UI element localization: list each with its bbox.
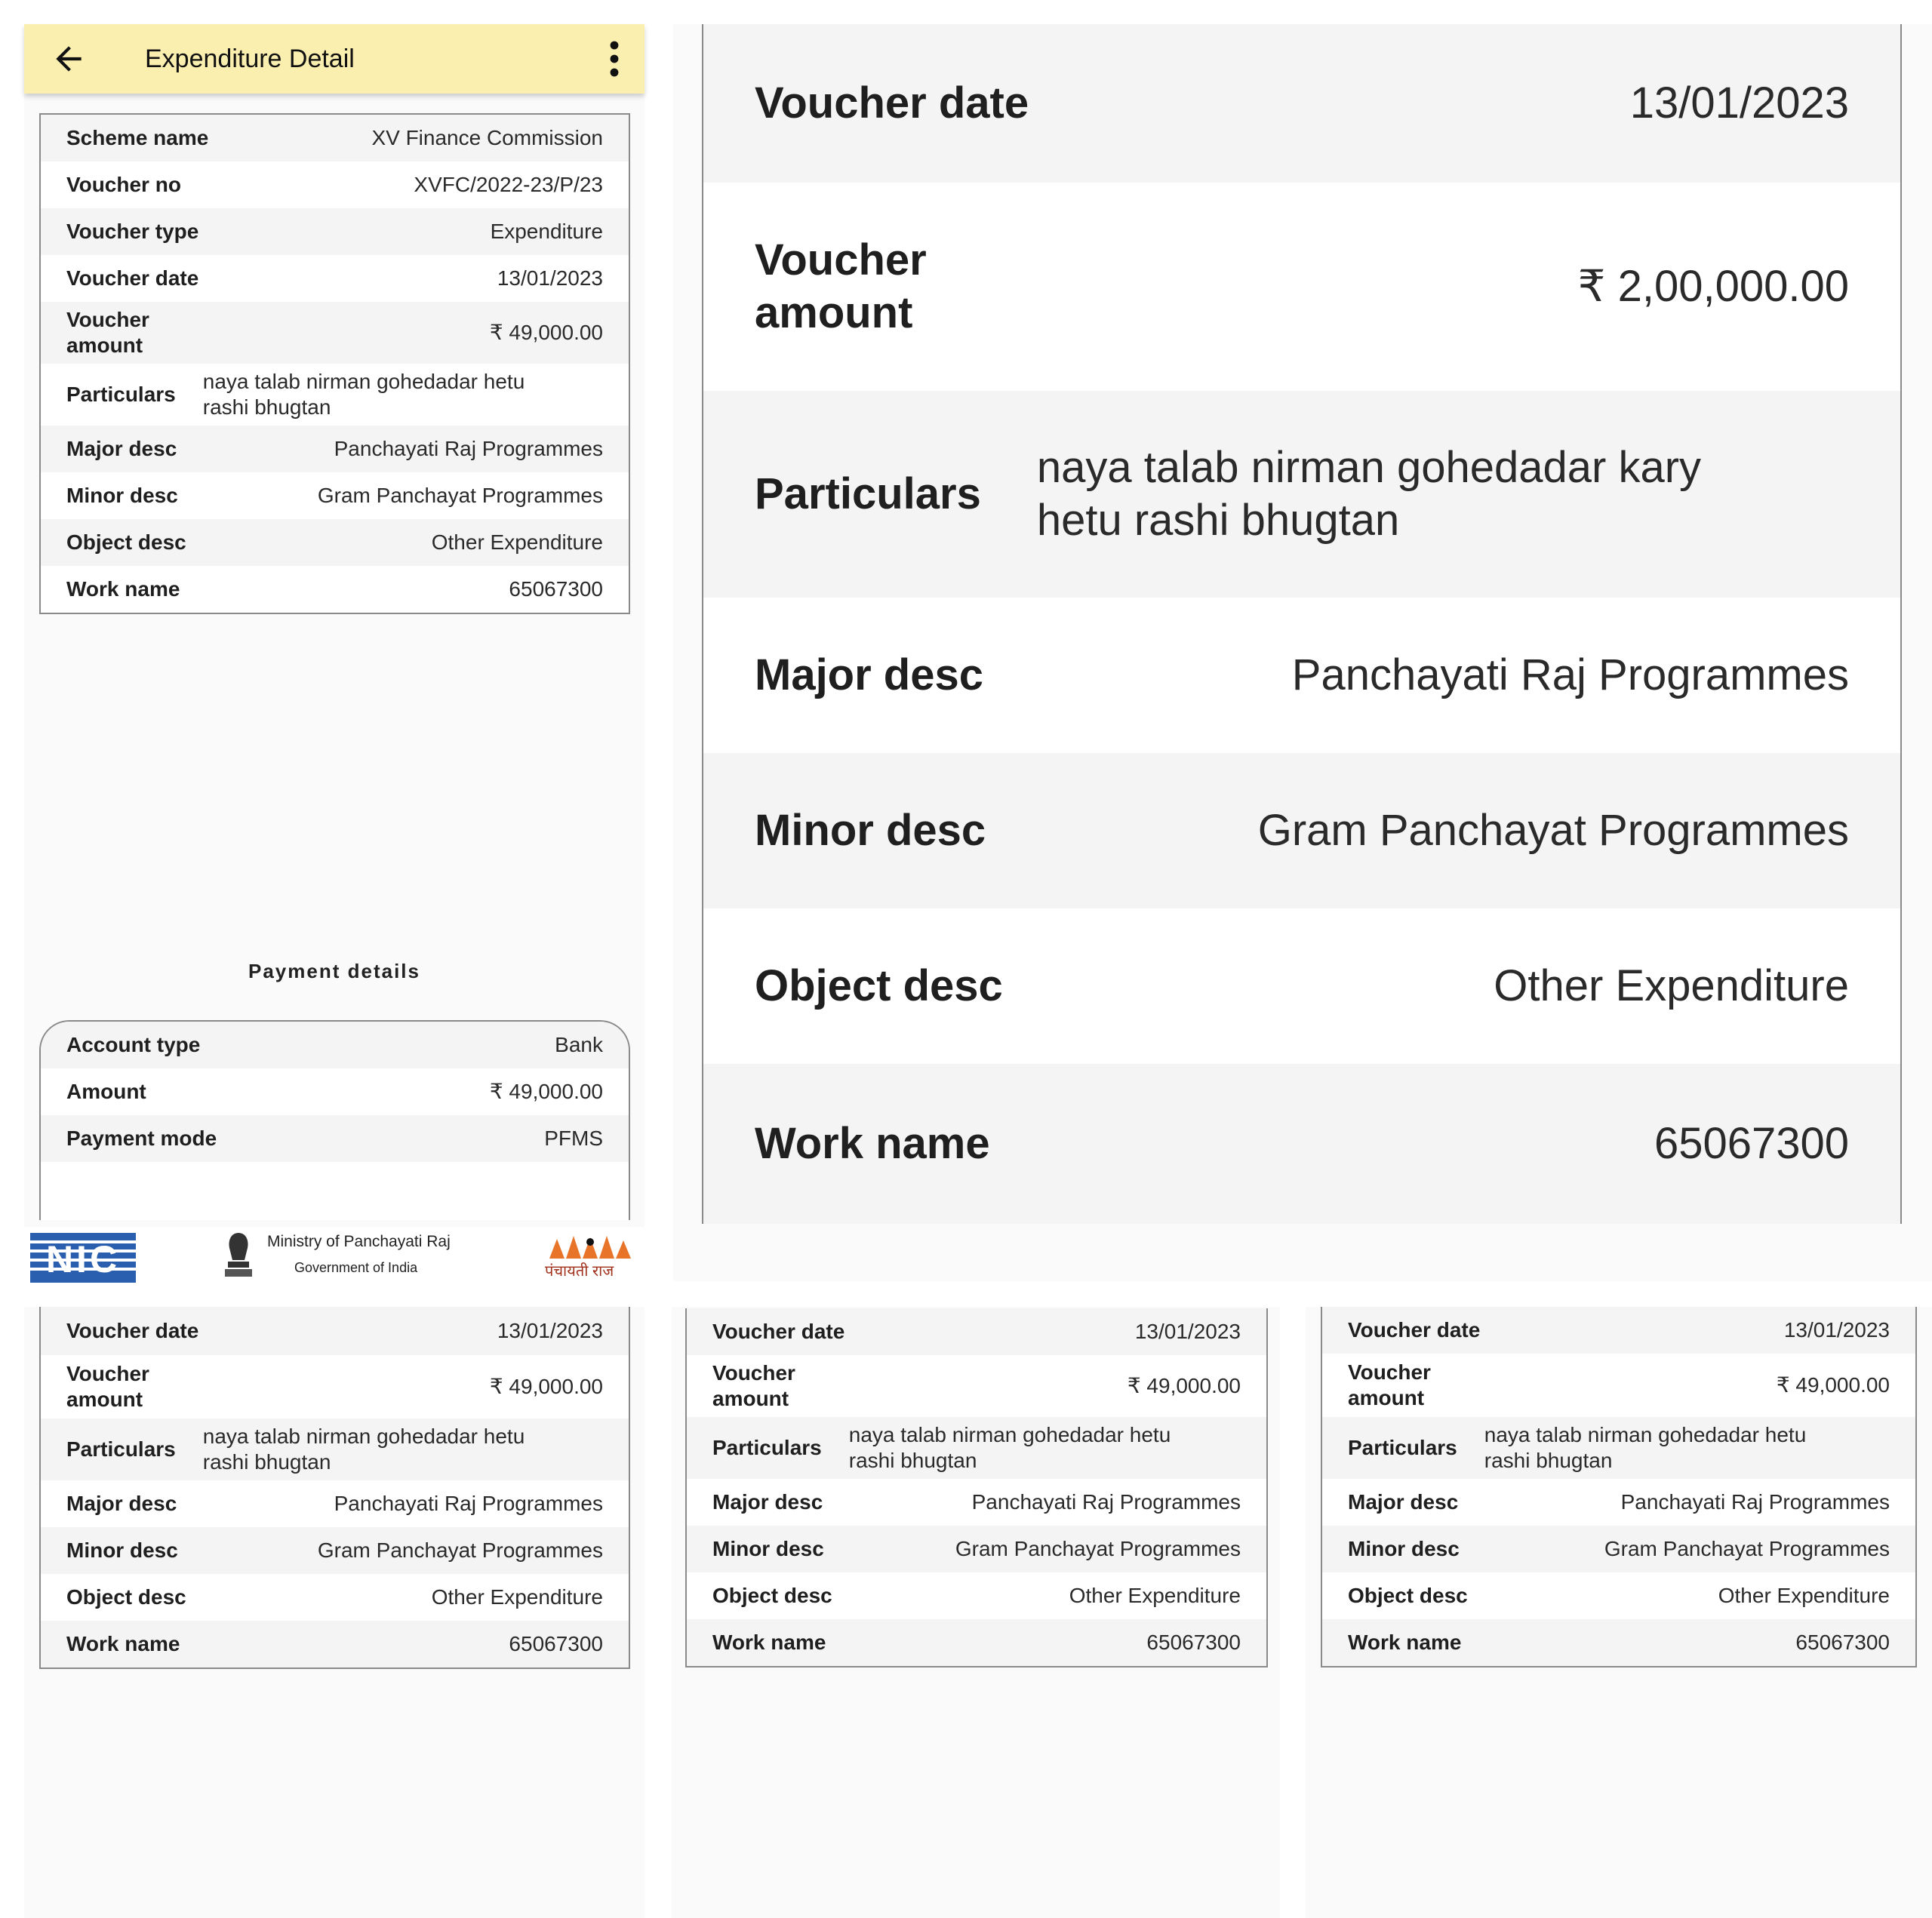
field-label: Voucher amount [66,1362,149,1411]
field-value: 13/01/2023 [1783,1318,1890,1342]
field-label: Voucher type [66,220,199,243]
field-label: Minor desc [66,1538,178,1562]
row-object-desc [1322,1572,1915,1619]
field-label: Particulars [66,1437,176,1461]
field-label: Work name [712,1631,826,1654]
field-value: Gram Panchayat Programmes [955,1537,1241,1560]
field-value: XVFC/2022-23/P/23 [414,173,603,196]
field-value: ₹ 2,00,000.00 [1577,262,1849,311]
field-label: Voucher amount [755,235,927,337]
field-label: Work name [755,1119,990,1168]
field-label: Voucher no [66,173,181,196]
field-label: Object desc [66,1585,186,1609]
row-scheme-name [41,115,629,161]
row-voucher-amount [41,1355,629,1419]
footer-logos [24,1227,645,1281]
field-value: PFMS [544,1127,603,1150]
field-label: Voucher amount [66,308,149,357]
field-value: Gram Panchayat Programmes [1257,806,1849,855]
field-label: Voucher date [755,78,1029,128]
field-value: 13/01/2023 [497,1319,603,1342]
row-voucher-type [41,208,629,255]
page-title: Expenditure Detail [145,44,355,73]
bottom-voucher-table-3 [1321,1307,1917,1667]
field-value: Panchayati Raj Programmes [1291,650,1849,699]
row-work-name [687,1619,1266,1666]
field-label: Voucher amount [712,1361,795,1410]
field-value: ₹ 49,000.00 [1127,1374,1241,1397]
field-value: Expenditure [490,220,603,243]
field-label: Major desc [712,1490,823,1514]
field-label: Particulars [712,1436,822,1459]
voucher-detail-table [39,113,630,614]
emblem-icon [222,1230,255,1280]
row-work-name [703,1064,1900,1224]
row-object-desc [687,1572,1266,1619]
field-value: 65067300 [509,1632,603,1655]
field-value: Other Expenditure [1494,961,1849,1010]
row-major-desc [41,426,629,472]
bottom-voucher-table-1 [39,1307,630,1669]
field-value: naya talab nirman gohedadar hetu rashi bhugtan [202,370,525,419]
row-particulars [687,1417,1266,1479]
field-value: naya talab nirman gohedadar hetu rashi bhugtan [202,1425,525,1474]
field-value: 65067300 [1795,1631,1890,1654]
field-value: Other Expenditure [431,530,603,554]
field-label: Minor desc [755,806,986,855]
field-value: 13/01/2023 [1629,78,1849,128]
row-account-type [41,1022,629,1068]
row-voucher-amount [703,183,1900,391]
field-value: 65067300 [509,577,603,601]
row-voucher-date [687,1308,1266,1355]
field-label: Particulars [755,469,981,518]
row-voucher-date [1322,1307,1915,1354]
field-label: Major desc [66,1492,177,1515]
row-particulars [703,391,1900,598]
field-value: Panchayati Raj Programmes [334,1492,603,1515]
row-minor-desc [41,1527,629,1574]
nic-logo [30,1233,136,1283]
field-value: 13/01/2023 [1134,1320,1241,1343]
field-value: Other Expenditure [1069,1584,1241,1607]
field-label: Major desc [66,437,177,460]
government-name: Government of India [294,1260,418,1275]
row-voucher-amount [1322,1354,1915,1417]
field-label: Payment mode [66,1127,217,1150]
row-minor-desc [41,472,629,519]
field-value: naya talab nirman gohedadar kary hetu rashi bhugtan [1036,443,1702,545]
payment-details-heading: Payment details [248,960,420,982]
field-value: Gram Panchayat Programmes [317,484,603,507]
field-value: 65067300 [1654,1119,1849,1168]
row-amount [41,1068,629,1115]
panchayati-raj-logo-text: पंचायती राज [545,1263,614,1280]
row-particulars [1322,1417,1915,1479]
row-work-name [41,566,629,613]
field-label: Voucher date [66,1319,199,1342]
field-label: Minor desc [712,1537,824,1560]
row-work-name [1322,1619,1915,1666]
row-voucher-date [41,255,629,302]
row-voucher-date [703,24,1900,183]
field-value: Other Expenditure [431,1585,603,1609]
row-major-desc [687,1479,1266,1526]
row-voucher-amount [687,1355,1266,1417]
field-label: Object desc [1348,1584,1468,1607]
field-label: Object desc [712,1584,832,1607]
arrow-left-icon[interactable] [50,40,88,78]
field-value: ₹ 49,000.00 [489,321,603,344]
field-value: Panchayati Raj Programmes [971,1490,1241,1514]
field-label: Work name [66,577,180,601]
field-label: Particulars [1348,1436,1457,1459]
nic-logo-text: NIC [45,1238,121,1280]
row-major-desc [703,598,1900,753]
field-label: Voucher date [1348,1318,1481,1342]
row-major-desc [1322,1479,1915,1526]
field-value: naya talab nirman gohedadar hetu rashi bhugtan [1484,1423,1807,1472]
row-voucher-no [41,161,629,208]
row-work-name [41,1621,629,1667]
field-value: Other Expenditure [1718,1584,1890,1607]
ministry-name: Ministry of Panchayati Raj [267,1233,451,1250]
row-particulars [41,1419,629,1480]
row-major-desc [41,1480,629,1527]
row-object-desc [41,1574,629,1621]
app-bar [24,24,645,94]
panchayati-raj-logo-icon [542,1231,632,1262]
row-object-desc [703,908,1900,1064]
bottom-voucher-table-2 [685,1308,1268,1667]
field-label: Major desc [1348,1490,1459,1514]
field-label: Minor desc [66,484,178,507]
row-object-desc [41,519,629,566]
field-label: Work name [66,1632,180,1655]
field-label: Voucher date [712,1320,845,1343]
row-payment-mode [41,1115,629,1162]
field-label: Scheme name [66,126,209,149]
row-voucher-date [41,1307,629,1355]
payment-details-table [39,1020,630,1220]
field-value: Panchayati Raj Programmes [334,437,603,460]
field-label: Amount [66,1080,146,1103]
field-value: 65067300 [1146,1631,1241,1654]
field-value: Gram Panchayat Programmes [1604,1537,1890,1560]
more-vert-icon[interactable] [610,41,619,77]
field-value: ₹ 49,000.00 [489,1375,603,1398]
field-value: ₹ 49,000.00 [489,1080,603,1103]
field-label: Object desc [755,961,1003,1010]
row-particulars [41,364,629,426]
field-value: 13/01/2023 [497,266,603,290]
field-label: Object desc [66,530,186,554]
field-value: naya talab nirman gohedadar hetu rashi bhugtan [848,1423,1171,1472]
field-label: Minor desc [1348,1537,1460,1560]
zoomed-voucher-table [702,24,1902,1224]
field-label: Particulars [66,383,176,406]
field-value: Bank [555,1033,603,1056]
field-value: XV Finance Commission [371,126,603,149]
field-label: Voucher amount [1348,1360,1431,1409]
field-label: Account type [66,1033,201,1056]
field-label: Work name [1348,1631,1462,1654]
field-value: Panchayati Raj Programmes [1620,1490,1890,1514]
field-label: Voucher date [66,266,199,290]
row-voucher-amount [41,302,629,364]
row-minor-desc [1322,1526,1915,1572]
row-minor-desc [687,1526,1266,1572]
field-value: ₹ 49,000.00 [1776,1373,1890,1397]
field-value: Gram Panchayat Programmes [317,1538,603,1562]
field-label: Major desc [755,650,983,699]
row-minor-desc [703,753,1900,908]
